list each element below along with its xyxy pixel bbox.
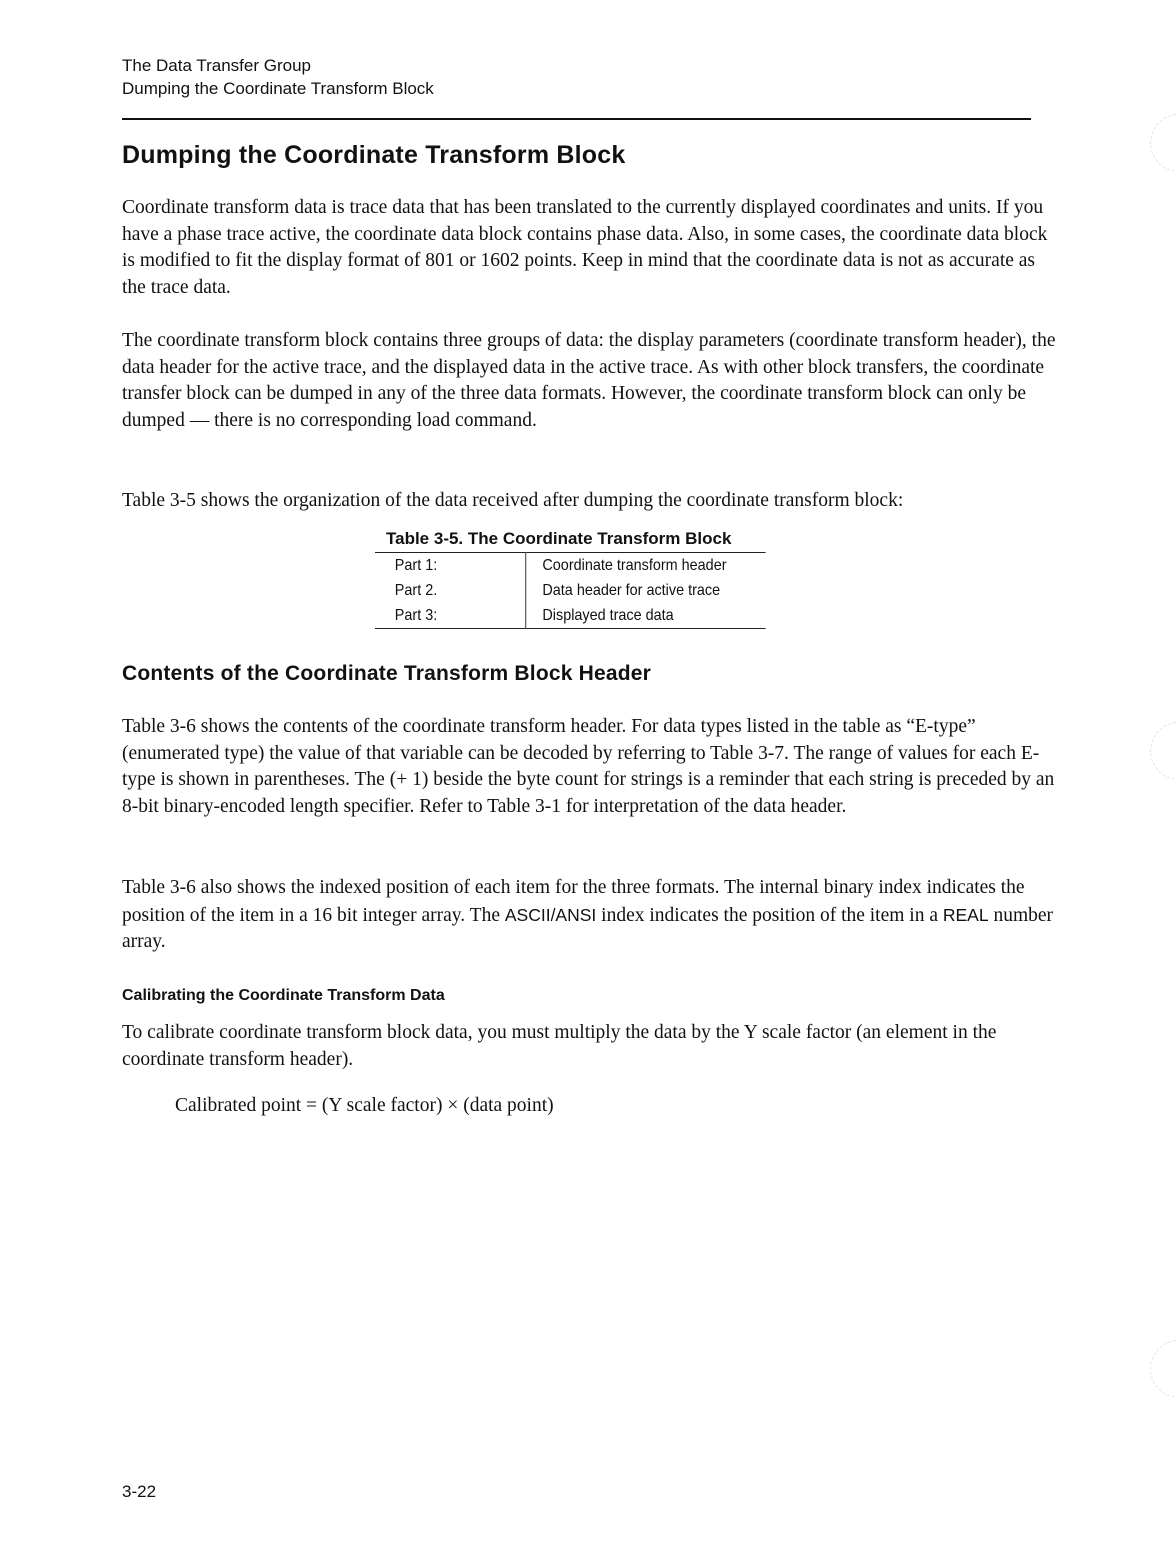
punch-hole-mark [1150,1340,1176,1398]
section-title: Dumping the Coordinate Transform Block [122,141,626,169]
table-cell-part: Part 1: [375,553,526,579]
table-row [375,553,766,579]
index-text-2: index indicates the position of the item in a [596,904,943,926]
running-header-chapter: The Data Transfer Group [122,56,311,75]
table-cell-description: Data header for active trace [542,582,721,599]
table-caption: Table 3-5. The Coordinate Transform Block [386,529,732,548]
table-cell-description: Coordinate transform header [542,557,727,574]
calibration-paragraph: To calibrate coordinate transform block data, you must multiply the data by the Y scale factor (an element in the coordinate transform header). [122,1022,997,1070]
page-number: 3-22 [122,1482,157,1501]
header-contents-paragraph: Table 3-6 shows the contents of the coordinate transform header. For data types listed in the table as “E-type” (enumerated type) the value of that variable can be decoded by referring to Table 3-7. The range of values for each E-type is shown in parentheses. The (+ 1) beside the byte count for strings is a reminder that each string is preceded by an 8-bit binary-encoded length specifier. Refer to Table 3-1 for interpretation of the data header. [122,716,1055,817]
table-intro-paragraph: Table 3-5 shows the organization of the data received after dumping the coordinate transform block: [122,490,904,511]
block-contents-paragraph: The coordinate transform block contains three groups of data: the display parameters (coordinate transform header), the data header for the active trace, and the displayed data in the active trace. As with other block transfers, the coordinate transfer block can be dumped in any of the three data formats. However, the coordinate transform block can only be dumped — there is no corresponding load command. [122,330,1056,431]
calibration-title: Calibrating the Coordinate Transform Data [122,987,445,1004]
table-cell-part: Part 2. [375,578,526,603]
subsection-title: Contents of the Coordinate Transform Block Header [122,662,652,685]
intro-paragraph: Coordinate transform data is trace data that has been translated to the currently displayed coordinates and units. If you have a phase trace active, the coordinate data block contains phase data. Also, in some cases, the coordinate data block is modified to fit the display format of 801 or 1602 points. Keep in mind that the coordinate data is not as accurate as the trace data. [122,197,1048,298]
ascii-ansi-term: ASCII/ANSI [504,904,597,925]
running-header [122,54,434,100]
transform-block-table [375,552,766,629]
index-text-1: Table 3-6 also shows the indexed position of each item for the three formats. The internal binary index indicates the position of the item in a 16 bit integer array. The [122,877,1025,926]
punch-hole-mark [1150,722,1176,780]
index-position-paragraph [122,875,1062,956]
real-term: REAL [942,904,989,925]
calibration-formula: Calibrated point = (Y scale factor) × (data point) [175,1095,554,1116]
table-cell-description: Displayed trace data [542,607,674,624]
table-row [375,578,766,603]
table-row [375,603,766,629]
index-text-3: number array. [122,904,1054,952]
punch-hole-mark [1150,114,1176,172]
running-header-section: Dumping the Coordinate Transform Block [122,79,434,98]
header-rule [122,118,1031,120]
table-cell-part: Part 3: [375,603,526,629]
